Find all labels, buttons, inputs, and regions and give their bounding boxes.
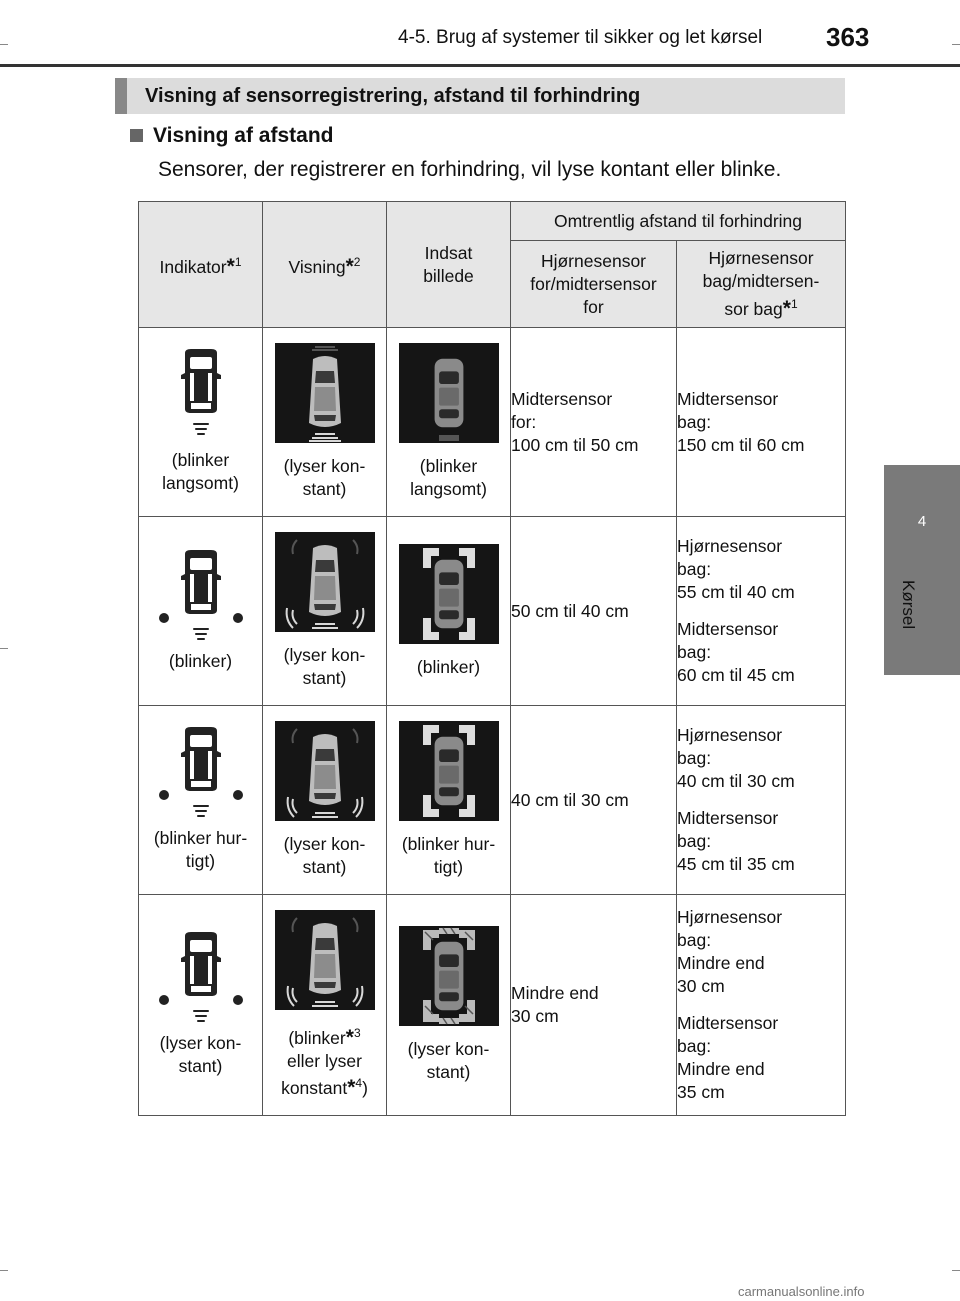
subheading-text: Visning af afstand	[153, 124, 334, 147]
inset-cell	[387, 895, 511, 1116]
header-distance-group: Omtrentlig afstand til forhindring	[511, 202, 846, 241]
indicator-cell	[139, 706, 263, 895]
header-rear-line: bag/midtersen-	[702, 271, 820, 292]
header-rear-line: Hjørnesensor	[708, 248, 814, 269]
rear-distance-text: bag:	[677, 1036, 712, 1056]
header-front-line: for	[583, 296, 604, 317]
display-caption-text: )	[362, 1078, 368, 1099]
chapter-label: Kørsel	[899, 580, 918, 630]
table-row	[139, 706, 846, 895]
rear-distance-text: Mindre end	[677, 1059, 765, 1079]
asterisk-mark: *	[345, 254, 354, 278]
rear-corner-block	[677, 906, 845, 998]
footer-brand: carmanualsonline.info	[738, 1284, 865, 1299]
front-distance-text: Midtersensor	[511, 388, 613, 409]
note-ref: 1	[790, 297, 798, 312]
rear-distance-text: 150 cm til 60 cm	[677, 434, 805, 455]
inset-cell	[387, 517, 511, 706]
section-bar-accent	[115, 78, 127, 114]
header-rear-line: sor bag	[724, 298, 783, 319]
rear-distance-text: bag:	[677, 930, 712, 950]
rear-distance-text: Mindre end	[677, 953, 765, 973]
crop-mark	[0, 648, 8, 649]
header-rule	[0, 64, 960, 67]
rear-distance-cell	[677, 706, 846, 895]
indicator-cell	[139, 895, 263, 1116]
crop-mark	[0, 44, 8, 45]
rear-distance-text: Midtersensor	[677, 619, 779, 639]
car-display-image	[275, 532, 375, 632]
rear-distance-text: bag:	[677, 642, 712, 662]
display-cell	[263, 328, 387, 517]
front-distance-cell	[511, 328, 677, 517]
inset-image	[399, 544, 499, 644]
inset-cell	[387, 706, 511, 895]
indicator-caption: (blinker)	[168, 650, 233, 671]
rear-distance-text: bag:	[677, 559, 712, 579]
header-inset-line: Indsat	[424, 242, 473, 263]
parking-indicator-icon	[156, 932, 246, 1024]
table-row	[139, 895, 846, 1116]
rear-center-block	[677, 807, 845, 876]
rear-distance-text: 60 cm til 45 cm	[677, 665, 795, 685]
crop-mark	[952, 1270, 960, 1271]
rear-distance-text: bag:	[677, 748, 712, 768]
inset-caption: (blinker)	[416, 656, 481, 677]
display-caption: (lyser kon-	[283, 834, 366, 854]
header-front-line: for/midtersensor	[530, 273, 657, 294]
rear-distance-text: Midtersensor	[677, 808, 779, 828]
inset-caption: (blinker	[419, 456, 478, 476]
chapter-number: 4	[917, 513, 927, 530]
header-display-label: Visning	[288, 256, 346, 277]
rear-distance-text: Hjørnesensor	[677, 536, 783, 556]
display-cell	[263, 517, 387, 706]
rear-distance-cell	[677, 328, 846, 517]
front-distance-text: 100 cm til 50 cm	[511, 434, 639, 455]
header-inset	[387, 202, 511, 328]
parking-indicator-icon	[156, 349, 246, 441]
rear-distance-text: 35 cm	[677, 1082, 725, 1102]
note-ref: 3	[353, 1025, 361, 1040]
asterisk-mark: *	[347, 1076, 356, 1100]
inset-image	[399, 721, 499, 821]
inset-cell	[387, 328, 511, 517]
car-display-image	[275, 343, 375, 443]
rear-distance-cell	[677, 517, 846, 706]
header-display	[263, 202, 387, 328]
asterisk-mark: *	[782, 296, 791, 320]
rear-distance-text: Hjørnesensor	[677, 725, 783, 745]
indicator-caption: langsomt)	[162, 473, 239, 493]
note-ref: 4	[355, 1076, 363, 1091]
distance-table	[138, 201, 846, 1116]
rear-center-block	[677, 1012, 845, 1104]
display-caption-text: (blinker	[288, 1027, 346, 1048]
indicator-cell	[139, 328, 263, 517]
display-caption	[281, 1078, 368, 1098]
front-distance-text: 40 cm til 30 cm	[511, 789, 629, 810]
asterisk-mark: *	[345, 1025, 354, 1049]
page-header	[0, 0, 960, 70]
rear-distance-text: 45 cm til 35 cm	[677, 854, 795, 874]
indicator-caption: tigt)	[185, 851, 216, 871]
display-caption	[288, 1025, 361, 1049]
header-indicator-label: Indikator	[159, 256, 227, 277]
front-distance-cell	[511, 517, 677, 706]
header-section-title: 4-5. Brug af systemer til sikker og let kørsel	[398, 27, 763, 48]
front-distance-text: for:	[511, 411, 537, 432]
section-bar	[115, 78, 845, 114]
note-ref: 1	[234, 254, 242, 269]
display-cell	[263, 706, 387, 895]
inset-caption: (blinker hur-	[401, 834, 496, 854]
rear-distance-text: Hjørnesensor	[677, 907, 783, 927]
car-display-image	[275, 721, 375, 821]
front-distance-cell	[511, 706, 677, 895]
crop-mark	[952, 44, 960, 45]
indicator-caption: stant)	[178, 1056, 223, 1076]
parking-indicator-icon	[156, 727, 246, 819]
rear-distance-text: 55 cm til 40 cm	[677, 582, 795, 602]
front-distance-cell	[511, 895, 677, 1116]
rear-corner-block	[677, 535, 845, 604]
display-caption: stant)	[302, 479, 347, 499]
table-row	[139, 328, 846, 517]
rear-distance-text: 40 cm til 30 cm	[677, 771, 795, 791]
rear-distance-cell	[677, 895, 846, 1116]
note-ref: 2	[353, 254, 361, 269]
rear-center-block	[677, 618, 845, 687]
header-front-line: Hjørnesensor	[540, 250, 647, 271]
indicator-caption: (lyser kon-	[159, 1033, 242, 1053]
inset-image	[399, 343, 499, 443]
display-caption-text: konstant	[281, 1078, 348, 1099]
crop-mark	[0, 1270, 8, 1271]
intro-text: Sensorer, der registrerer en forhindring, vil lyse kontant eller blinke.	[158, 158, 782, 181]
display-caption: (lyser kon-	[283, 645, 366, 665]
page-number: 363	[826, 22, 870, 52]
rear-distance-text: bag:	[677, 411, 712, 432]
rear-distance-text: bag:	[677, 831, 712, 851]
inset-caption: tigt)	[433, 857, 464, 877]
indicator-caption: (blinker hur-	[153, 828, 248, 848]
front-distance-text: 30 cm	[511, 1006, 559, 1026]
section-title: Visning af sensorregistrering, afstand til forhindring	[145, 85, 641, 107]
inset-caption: langsomt)	[410, 479, 487, 499]
display-caption: eller lyser	[287, 1050, 362, 1071]
table-row	[139, 517, 846, 706]
indicator-cell	[139, 517, 263, 706]
rear-distance-text: Midtersensor	[677, 1013, 779, 1033]
bullet-square-icon	[130, 129, 143, 142]
front-distance-text: Mindre end	[511, 983, 599, 1003]
rear-distance-text: 30 cm	[677, 976, 725, 996]
rear-corner-block	[677, 724, 845, 793]
inset-caption: (lyser kon-	[407, 1039, 490, 1059]
front-distance-text: 50 cm til 40 cm	[511, 600, 629, 621]
inset-caption: stant)	[426, 1062, 471, 1082]
parking-indicator-icon	[156, 550, 246, 642]
display-cell	[263, 895, 387, 1116]
chapter-tab	[884, 465, 960, 675]
subheading	[130, 124, 333, 148]
header-rear-sensor	[677, 241, 846, 328]
inset-image	[399, 926, 499, 1026]
display-caption: stant)	[302, 668, 347, 688]
asterisk-mark: *	[226, 254, 235, 278]
header-front-sensor	[511, 241, 677, 328]
car-display-image	[275, 910, 375, 1010]
display-caption: (lyser kon-	[283, 456, 366, 476]
header-indicator	[139, 202, 263, 328]
rear-distance-text: Midtersensor	[677, 388, 779, 409]
header-inset-line: billede	[423, 265, 474, 286]
display-caption: stant)	[302, 857, 347, 877]
indicator-caption: (blinker	[171, 450, 230, 470]
